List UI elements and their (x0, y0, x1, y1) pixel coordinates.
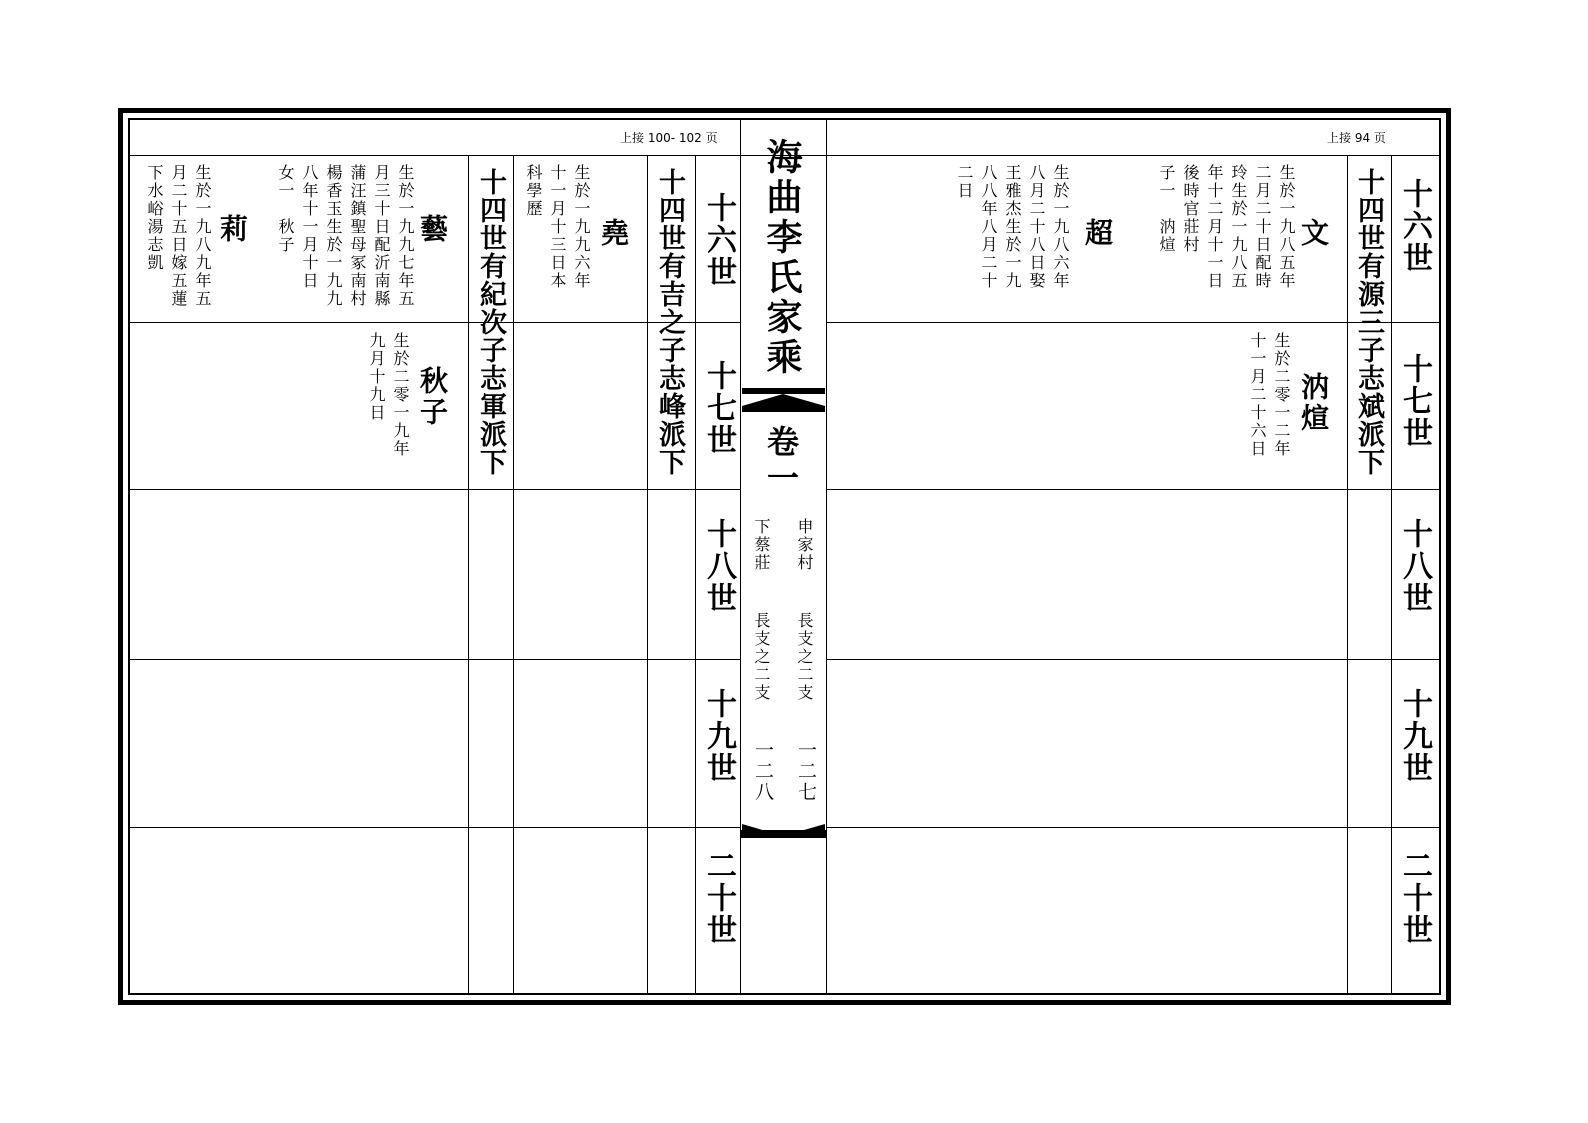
generation-label-19: 十九世 (701, 688, 736, 784)
continuation-label-left: 上接 100- 102 页 (620, 131, 718, 145)
branch-right: 長支之二支 (795, 612, 814, 702)
person-name-yao: 堯 (597, 218, 630, 249)
village-left: 下蔡莊 (752, 518, 771, 572)
row-divider (128, 659, 740, 660)
person-name-chao: 超 (1081, 218, 1114, 249)
generation-label-18: 十八世 (1397, 518, 1432, 614)
generation-label-18: 十八世 (701, 518, 736, 614)
person-name-qiuzi: 秋子 (416, 366, 449, 428)
person-details-wen: 生於一九八五年 二月二十日配時 玲生於一九八五 年十二月十一日 後時官莊村 子一 汭煊 (1157, 164, 1296, 290)
village-right: 申家村 (795, 518, 814, 572)
generation-label-16: 十六世 (1397, 178, 1432, 274)
column-divider (513, 155, 514, 995)
generation-label-20: 二十世 (701, 850, 736, 946)
continuation-label-right: 上接 94 页 (1327, 131, 1386, 145)
person-details-yao: 生於一九九六年 十一月十三日本 科學歷 (524, 164, 591, 290)
column-divider (695, 155, 696, 995)
lineage-header-left-b: 十四世有紀次子志軍派下 (475, 168, 506, 476)
generation-label-19: 十九世 (1397, 688, 1432, 784)
row-divider (128, 489, 740, 490)
person-details-chao: 生於一九八六年 八月二十八日娶 王雅杰生於一九 八八年八月二十 二日 (955, 164, 1070, 290)
page-number-left: 一二八 (752, 740, 774, 803)
spine-right-border (826, 118, 827, 995)
person-details-ruixuan: 生於二零一二年 十一月二十六日 (1248, 332, 1291, 458)
generation-label-17: 十七世 (1397, 353, 1432, 449)
row-divider (128, 322, 740, 323)
person-name-wen: 文 (1297, 218, 1330, 249)
column-divider (468, 155, 469, 995)
page-number-right: 一二七 (795, 740, 817, 803)
row-divider (826, 489, 1441, 490)
lineage-header-right: 十四世有源三子志斌派下 (1353, 168, 1384, 476)
person-name-li: 莉 (216, 214, 249, 245)
row-divider (826, 827, 1441, 828)
column-divider (1391, 155, 1392, 995)
row-divider (826, 322, 1441, 323)
row-divider (128, 827, 740, 828)
generation-label-20: 二十世 (1397, 850, 1432, 946)
generation-label-16: 十六世 (701, 192, 736, 288)
person-details-li: 生於一九八九年五 月二十五日嫁五蓮 下水峪湯志凱 (145, 164, 212, 308)
column-divider (1347, 155, 1348, 995)
person-name-ruixuan: 汭煊 (1297, 372, 1330, 434)
book-title: 海曲李氏家乘 (761, 138, 802, 378)
volume-title: 卷一 (762, 425, 800, 497)
generation-label-17: 十七世 (701, 360, 736, 456)
person-name-yi: 藝 (416, 214, 449, 245)
lineage-header-left-a: 十四世有吉之子志峰派下 (654, 168, 685, 476)
person-details-qiuzi: 生於二零一九年 九月十九日 (367, 332, 410, 458)
row-divider (826, 659, 1441, 660)
person-details-yi: 生於一九九七年五 月三十日配沂南縣 蒲汪鎮聖母冢南村 楊香玉生於一九九 八年十一月十日 女一 秋子 (276, 164, 415, 308)
column-divider (647, 155, 648, 995)
branch-left: 長支之二支 (752, 612, 771, 702)
